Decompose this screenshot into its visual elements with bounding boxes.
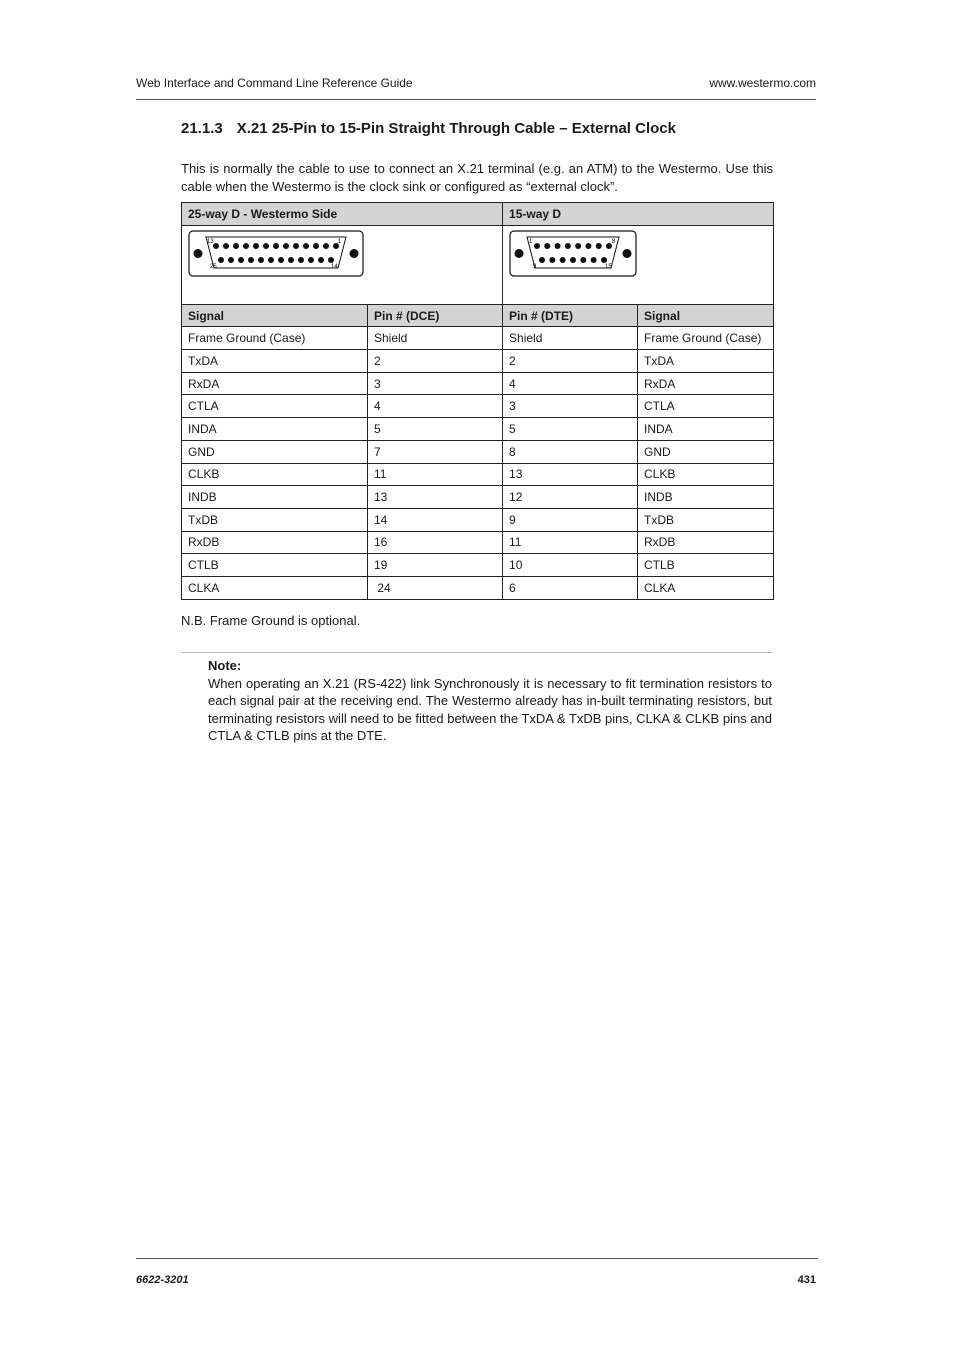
connector-pin <box>580 257 586 263</box>
page-number: 431 <box>797 1274 816 1286</box>
page-header <box>136 76 816 90</box>
table-cell: 10 <box>503 554 638 577</box>
note-box <box>208 657 772 745</box>
table-cell: 24 <box>368 576 503 599</box>
connector-pin <box>268 257 274 263</box>
frame-ground-remark: N.B. Frame Ground is optional. <box>181 613 361 628</box>
pinout-table <box>181 202 774 600</box>
table-cell: INDB <box>638 486 774 509</box>
table-row <box>182 576 774 599</box>
table-cell: 4 <box>503 372 638 395</box>
connector-pin <box>601 257 607 263</box>
connector-pin <box>570 257 576 263</box>
table-cell: TxDB <box>182 508 368 531</box>
table-cell: CLKA <box>638 576 774 599</box>
connector-pin <box>228 257 234 263</box>
table-cell: GND <box>638 440 774 463</box>
connector-pin <box>328 257 334 263</box>
connector-pin <box>263 243 269 249</box>
column-header: Signal <box>182 304 368 327</box>
table-cell: CTLB <box>638 554 774 577</box>
table-row <box>182 327 774 350</box>
section-number: 21.1.3 <box>181 120 223 137</box>
table-cell: 11 <box>368 463 503 486</box>
table-row <box>182 486 774 509</box>
table-cell: INDA <box>638 418 774 441</box>
table-cell: RxDB <box>638 531 774 554</box>
connector-pin <box>303 243 309 249</box>
header-website: www.westermo.com <box>709 76 816 90</box>
pin-label-15: 15 <box>605 263 612 270</box>
document-number: 6622-3201 <box>136 1274 189 1286</box>
table-cell: GND <box>182 440 368 463</box>
connector-pin <box>308 257 314 263</box>
header-divider <box>136 99 816 100</box>
table-cell: CTLB <box>182 554 368 577</box>
table-cell: TxDB <box>638 508 774 531</box>
connector-pin <box>323 243 329 249</box>
table-column-header-row <box>182 304 774 327</box>
table-cell: 4 <box>368 395 503 418</box>
table-cell: 11 <box>503 531 638 554</box>
table-connector-row <box>182 225 774 304</box>
table-cell: 14 <box>368 508 503 531</box>
db25-connector-icon <box>188 230 364 278</box>
connector-pin <box>238 257 244 263</box>
table-cell: 12 <box>503 486 638 509</box>
connector-pin <box>596 243 602 249</box>
note-body: When operating an X.21 (RS-422) link Synchronously it is necessary to fit termination resistors to each signal pair at the receiving end. The Westermo already has in-built terminating resistors, but terminating resistors will need to be fitted between the TxDA & TxDB pins, CLKA & CLKB pins and CTLA & CTLB pins at the DTE. <box>208 675 772 743</box>
connector-pin <box>288 257 294 263</box>
table-cell: 19 <box>368 554 503 577</box>
table-group-header-row <box>182 203 774 226</box>
connector-pin <box>318 257 324 263</box>
table-cell: 5 <box>503 418 638 441</box>
pin-label-9: 9 <box>533 263 537 270</box>
connector-pin <box>585 243 591 249</box>
table-cell: 13 <box>368 486 503 509</box>
connector-pin <box>544 243 550 249</box>
connector-pin <box>591 257 597 263</box>
connector-pin <box>278 257 284 263</box>
pin-label-13: 13 <box>207 238 214 245</box>
table-cell: 3 <box>368 372 503 395</box>
table-cell: 13 <box>503 463 638 486</box>
page-footer <box>136 1274 816 1286</box>
connector-pin <box>549 257 555 263</box>
table-cell: TxDA <box>638 350 774 373</box>
connector-pin <box>575 243 581 249</box>
table-cell: TxDA <box>182 350 368 373</box>
table-row <box>182 395 774 418</box>
table-cell: 9 <box>503 508 638 531</box>
group-header-25way: 25-way D - Westermo Side <box>182 203 503 226</box>
group-header-15way: 15-way D <box>503 203 774 226</box>
column-header: Signal <box>638 304 774 327</box>
pin-label-25: 25 <box>210 263 217 270</box>
table-row <box>182 554 774 577</box>
pin-label-8: 8 <box>612 238 616 245</box>
table-row <box>182 418 774 441</box>
table-cell: 6 <box>503 576 638 599</box>
table-row <box>182 350 774 373</box>
table-cell: CLKB <box>182 463 368 486</box>
connector-pin <box>223 243 229 249</box>
table-row <box>182 508 774 531</box>
connector-pin <box>248 257 254 263</box>
connector-25way-cell <box>182 225 503 304</box>
table-cell: Shield <box>503 327 638 350</box>
pin-label-1: 1 <box>529 238 533 245</box>
table-cell: RxDA <box>182 372 368 395</box>
table-cell: RxDA <box>638 372 774 395</box>
section-title <box>181 120 676 137</box>
table-cell: Frame Ground (Case) <box>638 327 774 350</box>
table-cell: 5 <box>368 418 503 441</box>
connector-pin <box>283 243 289 249</box>
connector-pin <box>560 257 566 263</box>
connector-pin <box>233 243 239 249</box>
table-cell: CLKA <box>182 576 368 599</box>
table-cell: INDA <box>182 418 368 441</box>
note-divider <box>181 652 773 653</box>
connector-pin <box>293 243 299 249</box>
column-header: Pin # (DCE) <box>368 304 503 327</box>
column-header: Pin # (DTE) <box>503 304 638 327</box>
footer-divider <box>136 1258 818 1259</box>
connector-pin <box>213 243 219 249</box>
table-cell: CTLA <box>182 395 368 418</box>
table-cell: 3 <box>503 395 638 418</box>
connector-pin <box>253 243 259 249</box>
table-row <box>182 372 774 395</box>
pin-label-1: 1 <box>338 238 342 245</box>
connector-pin <box>243 243 249 249</box>
table-cell: 16 <box>368 531 503 554</box>
table-cell: 2 <box>503 350 638 373</box>
db15-connector-icon <box>509 230 637 278</box>
table-row <box>182 463 774 486</box>
pin-label-14: 14 <box>331 263 338 270</box>
intro-paragraph: This is normally the cable to use to connect an X.21 terminal (e.g. an ATM) to the Westermo. Use this cable when the Westermo is the clock sink or configured as “external clock”. <box>181 161 773 194</box>
connector-pin <box>298 257 304 263</box>
table-row <box>182 531 774 554</box>
connector-15way-cell <box>503 225 774 304</box>
table-cell: 7 <box>368 440 503 463</box>
connector-pin <box>273 243 279 249</box>
connector-pin <box>313 243 319 249</box>
connector-pin <box>555 243 561 249</box>
connector-pin <box>539 257 545 263</box>
connector-pin <box>534 243 540 249</box>
section-title-text: X.21 25-Pin to 15-Pin Straight Through Cable – External Clock <box>236 120 676 137</box>
table-cell: Shield <box>368 327 503 350</box>
table-cell: RxDB <box>182 531 368 554</box>
connector-pin <box>565 243 571 249</box>
table-cell: INDB <box>182 486 368 509</box>
table-row <box>182 440 774 463</box>
note-heading: Note: <box>208 658 242 673</box>
table-cell: 2 <box>368 350 503 373</box>
connector-pin <box>258 257 264 263</box>
table-cell: CTLA <box>638 395 774 418</box>
table-cell: Frame Ground (Case) <box>182 327 368 350</box>
connector-pin <box>218 257 224 263</box>
table-cell: 8 <box>503 440 638 463</box>
table-cell: CLKB <box>638 463 774 486</box>
header-guide-title: Web Interface and Command Line Reference Guide <box>136 76 413 90</box>
